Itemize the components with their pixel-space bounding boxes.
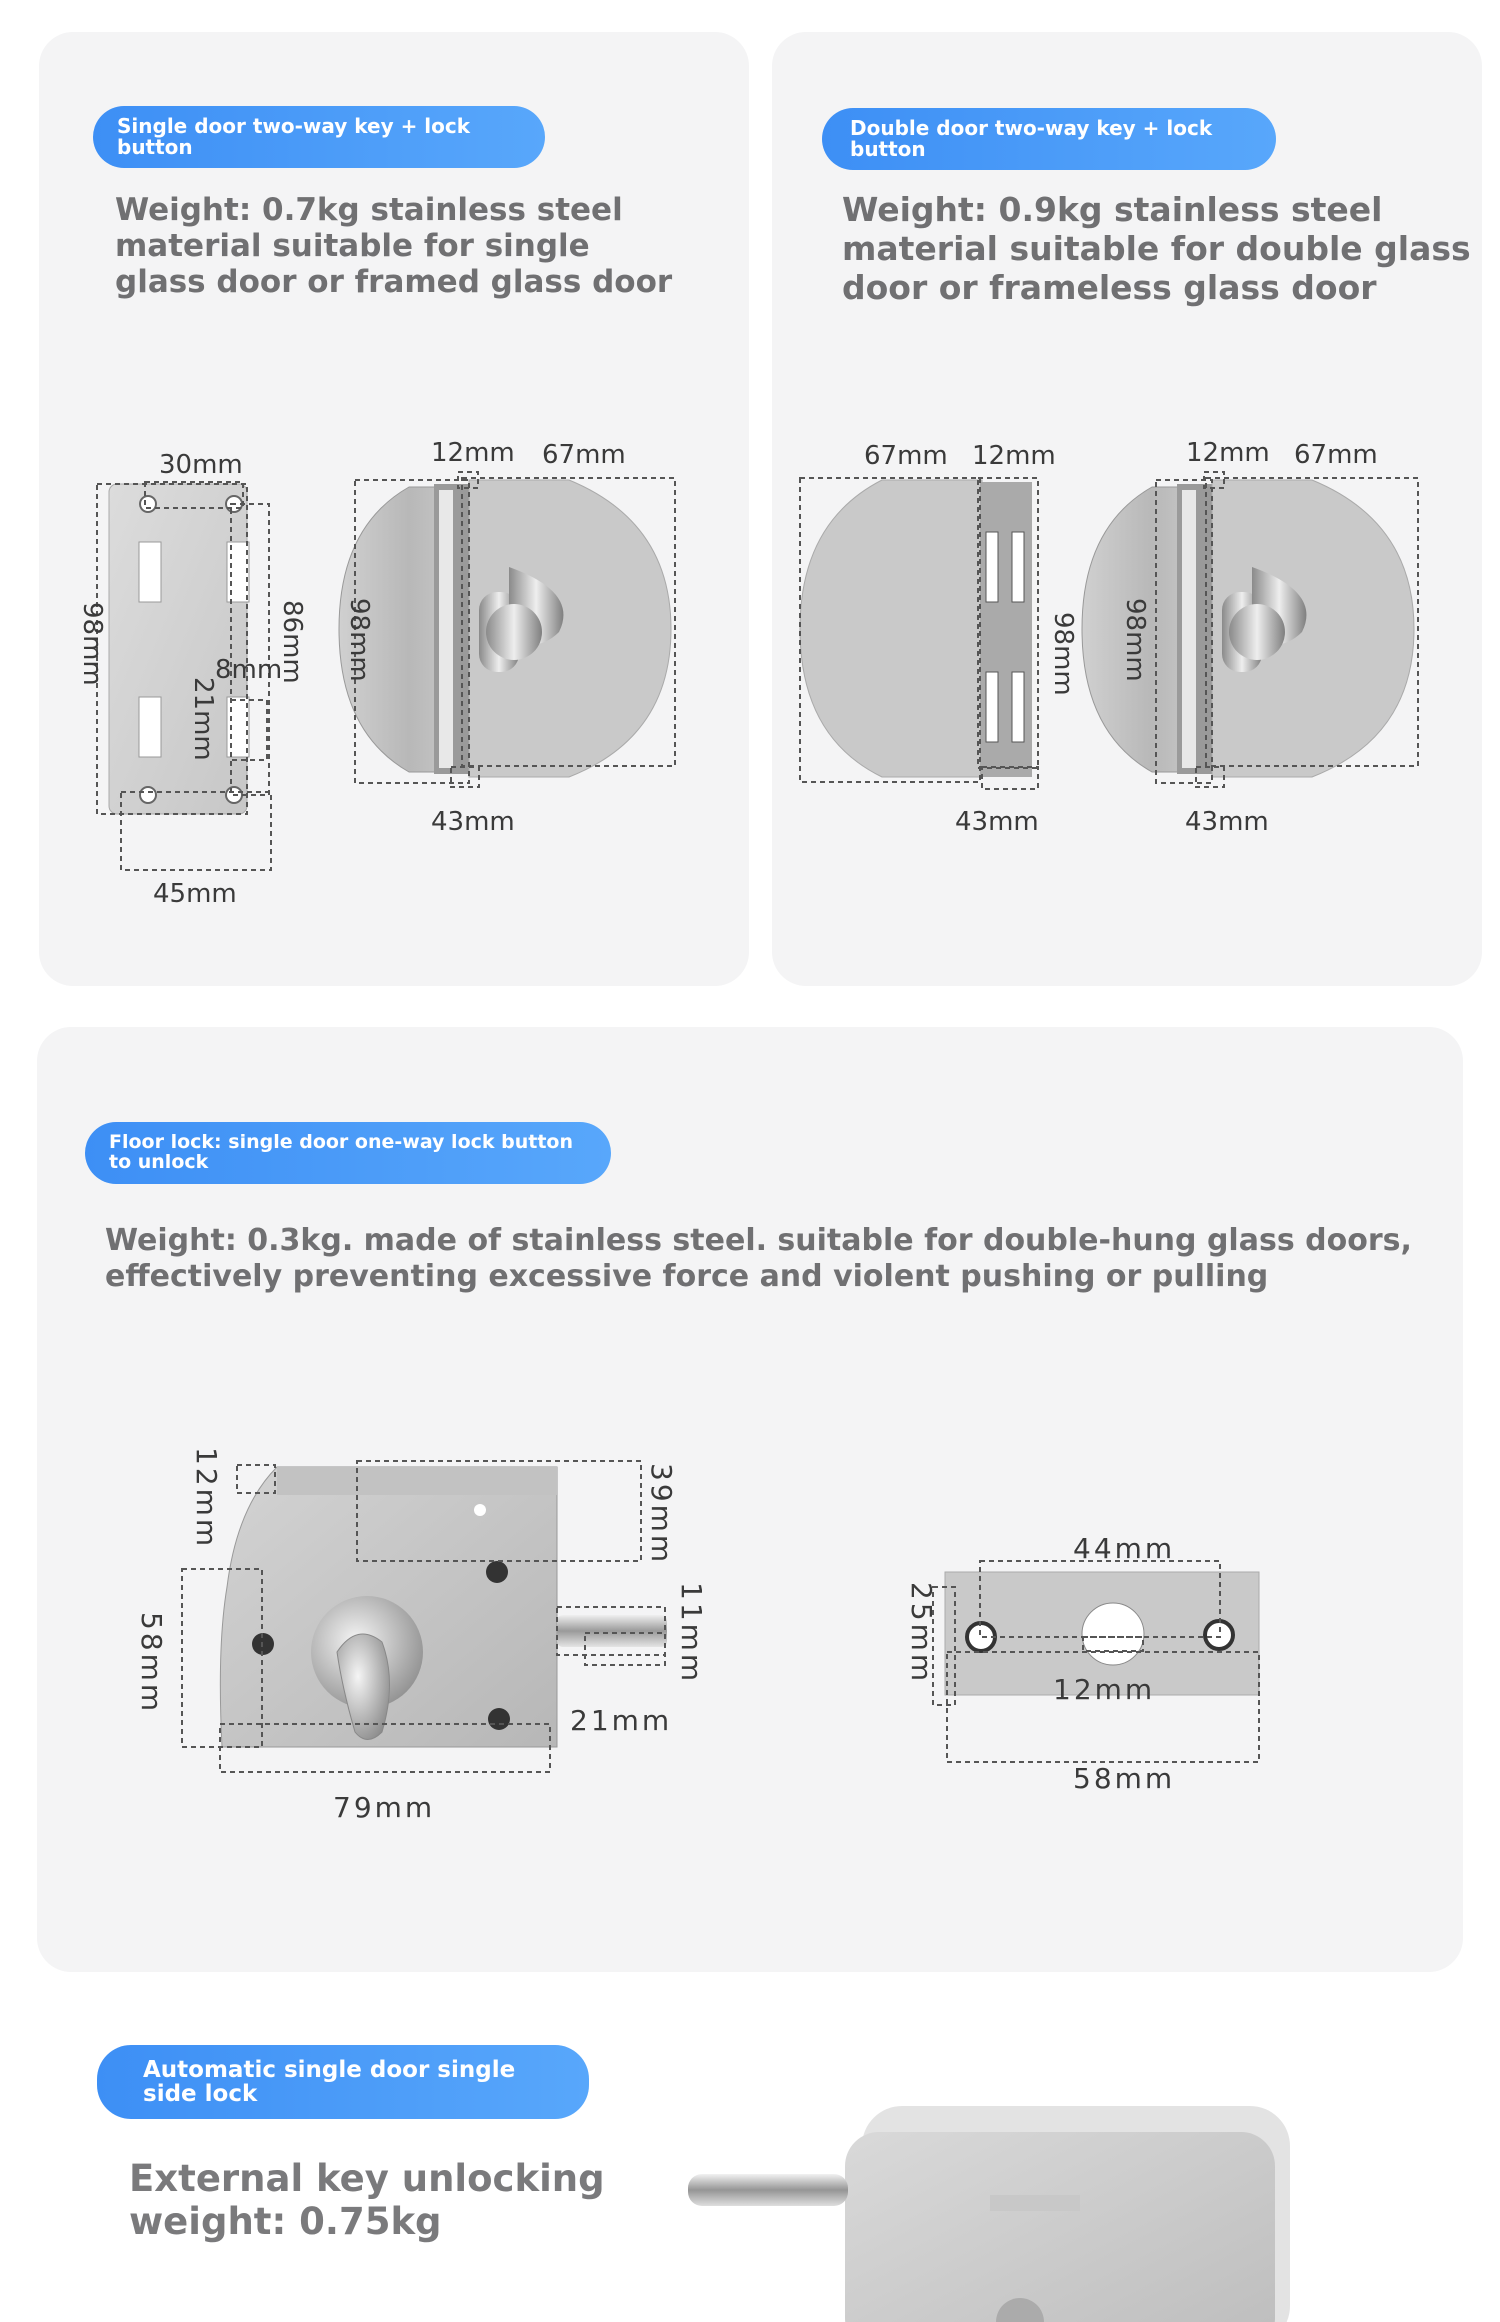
dim-plate-hole-span: 44mm — [1073, 1532, 1176, 1565]
badge-single-door: Single door two-way key + lock button — [93, 106, 545, 168]
description-automatic-lock: External key unlocking weight: 0.75kg — [129, 2157, 605, 2243]
double-door-diagram — [772, 32, 1482, 986]
product-card-single-door — [39, 32, 749, 986]
dim-lock-clamp: 12mm — [431, 438, 515, 468]
dim-bolt-diameter: 11mm — [675, 1582, 708, 1685]
dim-lock-height: 98mm — [344, 598, 374, 682]
dim-plate-height: 25mm — [905, 1582, 938, 1685]
double-lock-left — [800, 480, 1032, 777]
badge-double-door: Double door two-way key + lock button — [822, 108, 1276, 170]
dim-right-width: 67mm — [1294, 440, 1378, 470]
dim-hole-span: 86mm — [277, 600, 307, 684]
dim-right-height: 98mm — [1120, 598, 1150, 682]
dim-right-depth: 43mm — [1185, 807, 1269, 837]
dim-body-height: 58mm — [135, 1612, 168, 1715]
dim-lock-width: 67mm — [542, 440, 626, 470]
dim-slot-height: 21mm — [188, 677, 218, 761]
product-card-double-door — [772, 32, 1482, 986]
dim-left-width: 67mm — [864, 441, 948, 471]
dim-top-clamp: 12mm — [190, 1447, 223, 1550]
strike-plate — [109, 484, 249, 814]
description-double-door: Weight: 0.9kg stainless steel material suitable for double glass door or frameless glass door — [842, 190, 1471, 307]
dim-base-width: 45mm — [153, 879, 237, 909]
dim-cover-height: 39mm — [645, 1463, 678, 1566]
dim-plate-height: 98mm — [77, 602, 107, 686]
badge-floor-lock: Floor lock: single door one-way lock button to unlock — [85, 1122, 611, 1184]
single-door-diagram — [39, 32, 749, 986]
description-floor-lock: Weight: 0.3kg. made of stainless steel. suitable for double-hung glass doors, effectively preventing excessive force and violent pushing or pulling — [105, 1223, 1412, 1294]
dim-plate-hole: 12mm — [1053, 1673, 1156, 1706]
badge-automatic-lock: Automatic single door single side lock — [97, 2045, 589, 2119]
dim-slot-width: 8mm — [215, 655, 283, 685]
dim-left-height: 98mm — [1048, 612, 1078, 696]
dim-plate-width: 30mm — [159, 450, 243, 480]
dim-lock-depth: 43mm — [431, 807, 515, 837]
dim-left-depth: 43mm — [955, 807, 1039, 837]
dim-right-clamp: 12mm — [1186, 438, 1270, 468]
dim-bolt-length: 21mm — [570, 1704, 673, 1737]
floor-lock-diagram — [37, 1027, 1463, 1972]
dim-body-width: 79mm — [333, 1791, 436, 1824]
dim-left-clamp: 12mm — [972, 441, 1056, 471]
automatic-lock-body — [688, 2106, 1290, 2322]
product-card-floor-lock — [37, 1027, 1463, 1972]
description-single-door: Weight: 0.7kg stainless steel material suitable for single glass door or framed glass door — [115, 192, 673, 300]
lock-body — [339, 480, 671, 777]
dim-plate-width: 58mm — [1073, 1762, 1176, 1795]
